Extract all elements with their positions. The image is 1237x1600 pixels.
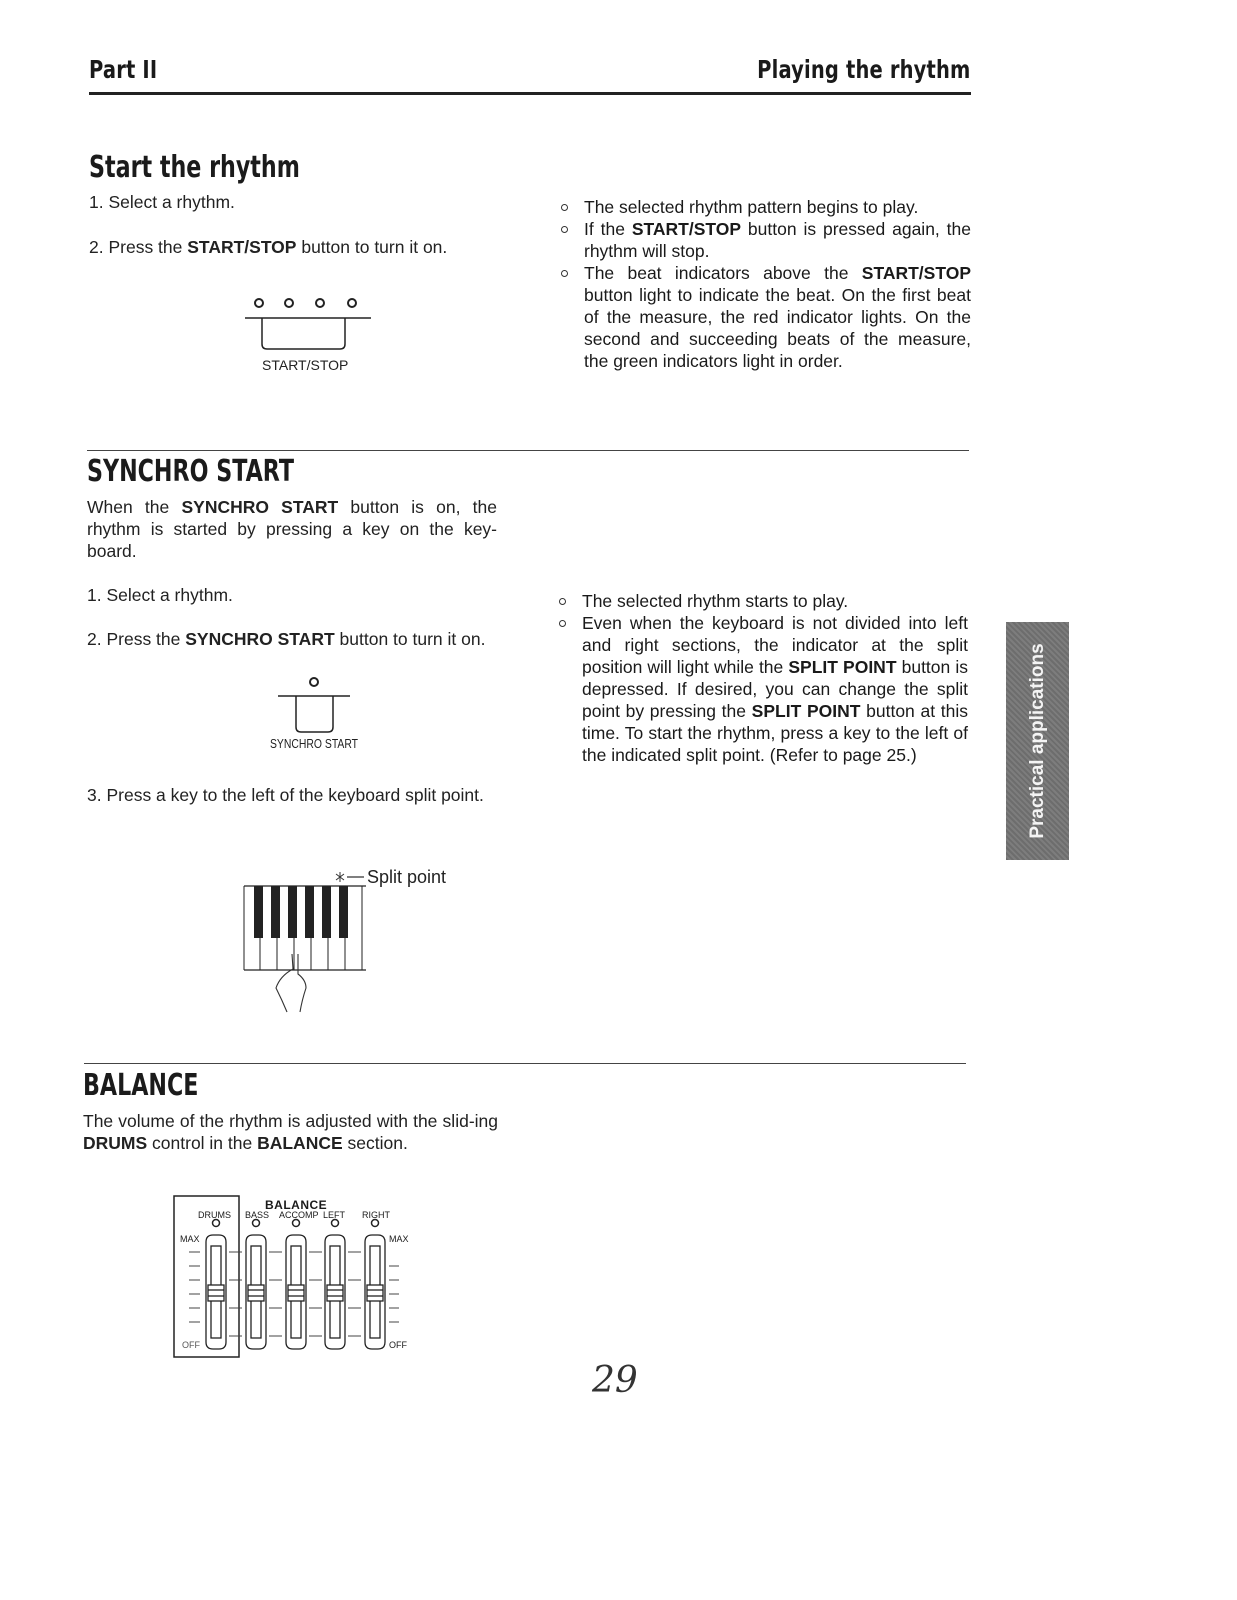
section-title-synchro: SYNCHRO START <box>87 454 295 489</box>
synchro-bullets <box>556 590 968 766</box>
balance-panel <box>172 1194 412 1360</box>
start-step-2: 2. Press the START/STOP button to turn it on. <box>89 237 448 257</box>
section-title-balance: BALANCE <box>83 1068 199 1103</box>
start-stop-label: START/STOP <box>262 357 349 373</box>
beat-indicator-3 <box>316 299 324 307</box>
keyboard-split-diagram <box>240 864 380 1014</box>
pointing-hand-icon <box>276 954 306 1012</box>
page-number: 29 <box>592 1360 638 1401</box>
black-key <box>271 886 280 938</box>
start-bullets <box>558 196 971 372</box>
drums-indicator <box>213 1220 220 1227</box>
divider-2 <box>84 1063 966 1064</box>
balance-text: The volume of the rhythm is adjusted with the slid-ing DRUMS control in the BALANCE section. <box>83 1111 498 1153</box>
start-bullet-2: If the START/STOP button is pressed again, the rhythm will stop. <box>558 218 971 262</box>
max-label-right: MAX <box>389 1234 409 1244</box>
beat-indicator-2 <box>285 299 293 307</box>
side-tab: Practical applications <box>1006 622 1069 860</box>
split-point-marker-icon <box>336 872 344 882</box>
bass-label: BASS <box>245 1210 270 1220</box>
balance-panel-title: BALANCE <box>265 1198 328 1212</box>
accomp-label: ACCOMP <box>279 1210 319 1220</box>
synchro-start-button-diagram <box>270 672 360 742</box>
synchro-step-1: 1. Select a rhythm. <box>87 585 233 605</box>
synchro-indicator <box>310 678 318 686</box>
start-bullet-3: The beat indicators above the START/STOP button light to indicate the beat. On the first beat of the measure, the red indicator lights. On the second and succeeding beats of the measure, the green indicators light in order. <box>558 262 971 372</box>
split-point-label: Split point <box>367 867 447 887</box>
start-bullet-1: The selected rhythm pattern begins to play. <box>558 196 971 218</box>
synchro-step-3: 3. Press a key to the left of the keyboard split point. <box>87 785 484 805</box>
beat-indicator-4 <box>348 299 356 307</box>
synchro-step-2: 2. Press the SYNCHRO START button to turn it on. <box>87 629 486 649</box>
accomp-indicator <box>293 1220 300 1227</box>
off-label-right: OFF <box>389 1340 407 1350</box>
divider-1 <box>87 450 969 451</box>
drums-label: DRUMS <box>198 1210 231 1220</box>
header-rule <box>89 92 971 95</box>
left-indicator <box>332 1220 339 1227</box>
black-key <box>322 886 331 938</box>
max-label-left: MAX <box>180 1234 200 1244</box>
header-part: Part II <box>89 55 158 84</box>
left-label: LEFT <box>323 1210 346 1220</box>
right-indicator <box>372 1220 379 1227</box>
start-step-1: 1. Select a rhythm. <box>89 192 235 212</box>
synchro-bullet-1: The selected rhythm starts to play. <box>556 590 968 612</box>
beat-indicator-1 <box>255 299 263 307</box>
synchro-intro: When the SYNCHRO START button is on, the rhythm is started by pressing a key on the key-board. <box>87 497 497 561</box>
header-section-title: Playing the rhythm <box>756 55 970 84</box>
right-label: RIGHT <box>362 1210 390 1220</box>
section-title-start: Start the rhythm <box>89 150 300 185</box>
black-key <box>254 886 263 938</box>
synchro-bullet-2: Even when the keyboard is not divided into left and right sections, the indicator at the split position will light while the SPLIT POINT button is depressed. If desired, you can change the split point by pressing the SPLIT POINT button at this time. To start the rhythm, press a key to the left of the indicated split point. (Refer to page 25.) <box>556 612 968 766</box>
black-key <box>288 886 297 938</box>
off-label-left: OFF <box>182 1340 200 1350</box>
black-key <box>305 886 314 938</box>
synchro-start-label: SYNCHRO START <box>270 736 359 751</box>
bass-indicator <box>253 1220 260 1227</box>
black-key <box>339 886 348 938</box>
